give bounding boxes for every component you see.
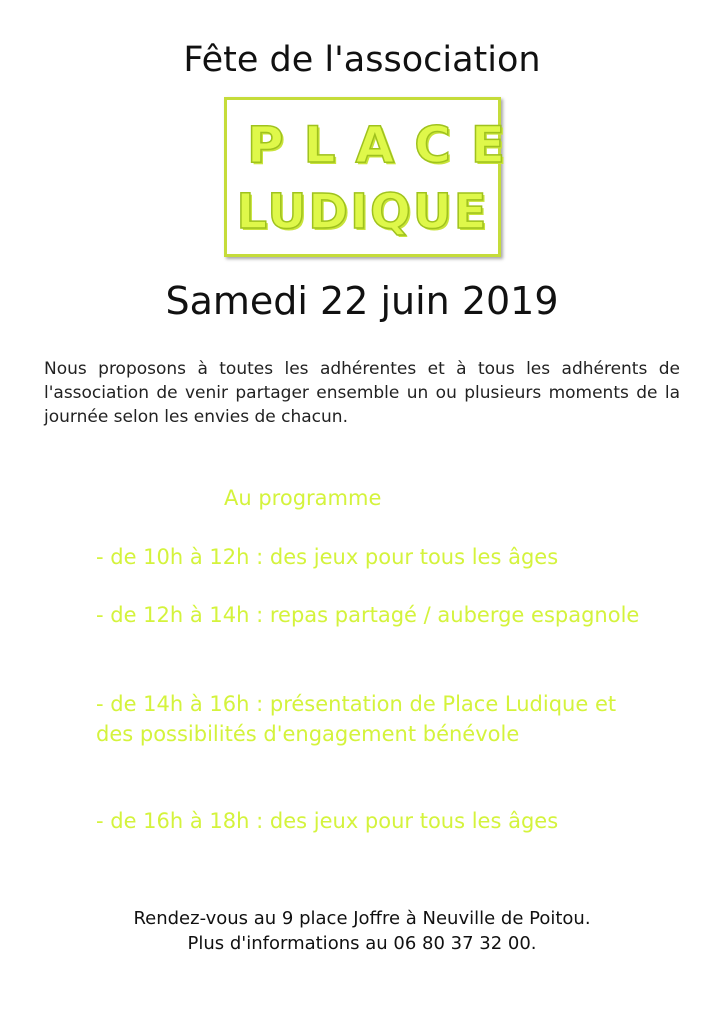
program-item: - de 16h à 18h : des jeux pour tous les âges xyxy=(96,809,559,833)
footer-contact: Plus d'informations au 06 80 37 32 00. xyxy=(187,933,537,954)
program-item: - de 14h à 16h : présentation de Place Ludique et des possibilités d'engagement bénévole xyxy=(96,692,617,746)
footer xyxy=(0,906,724,956)
program-item: - de 10h à 12h : des jeux pour tous les âges xyxy=(96,545,559,569)
event-date: Samedi 22 juin 2019 xyxy=(165,279,559,323)
program-item: - de 12h à 14h : repas partagé / auberge espagnole xyxy=(96,603,640,627)
logo-line-ludique: LUDIQUE xyxy=(236,184,489,240)
page-title: Fête de l'association xyxy=(183,40,541,80)
footer-address: Rendez-vous au 9 place Joffre à Neuville de Poitou. xyxy=(133,908,591,929)
place-ludique-logo xyxy=(224,97,526,257)
program-heading: Au programme xyxy=(224,486,382,510)
intro-paragraph: Nous proposons à toutes les adhérentes et à tous les adhérents de l'association de venir partager ensemble un ou plusieurs moments de la journée selon les envies de chacun. xyxy=(44,359,680,427)
logo-line-place: PLACE xyxy=(247,116,526,174)
